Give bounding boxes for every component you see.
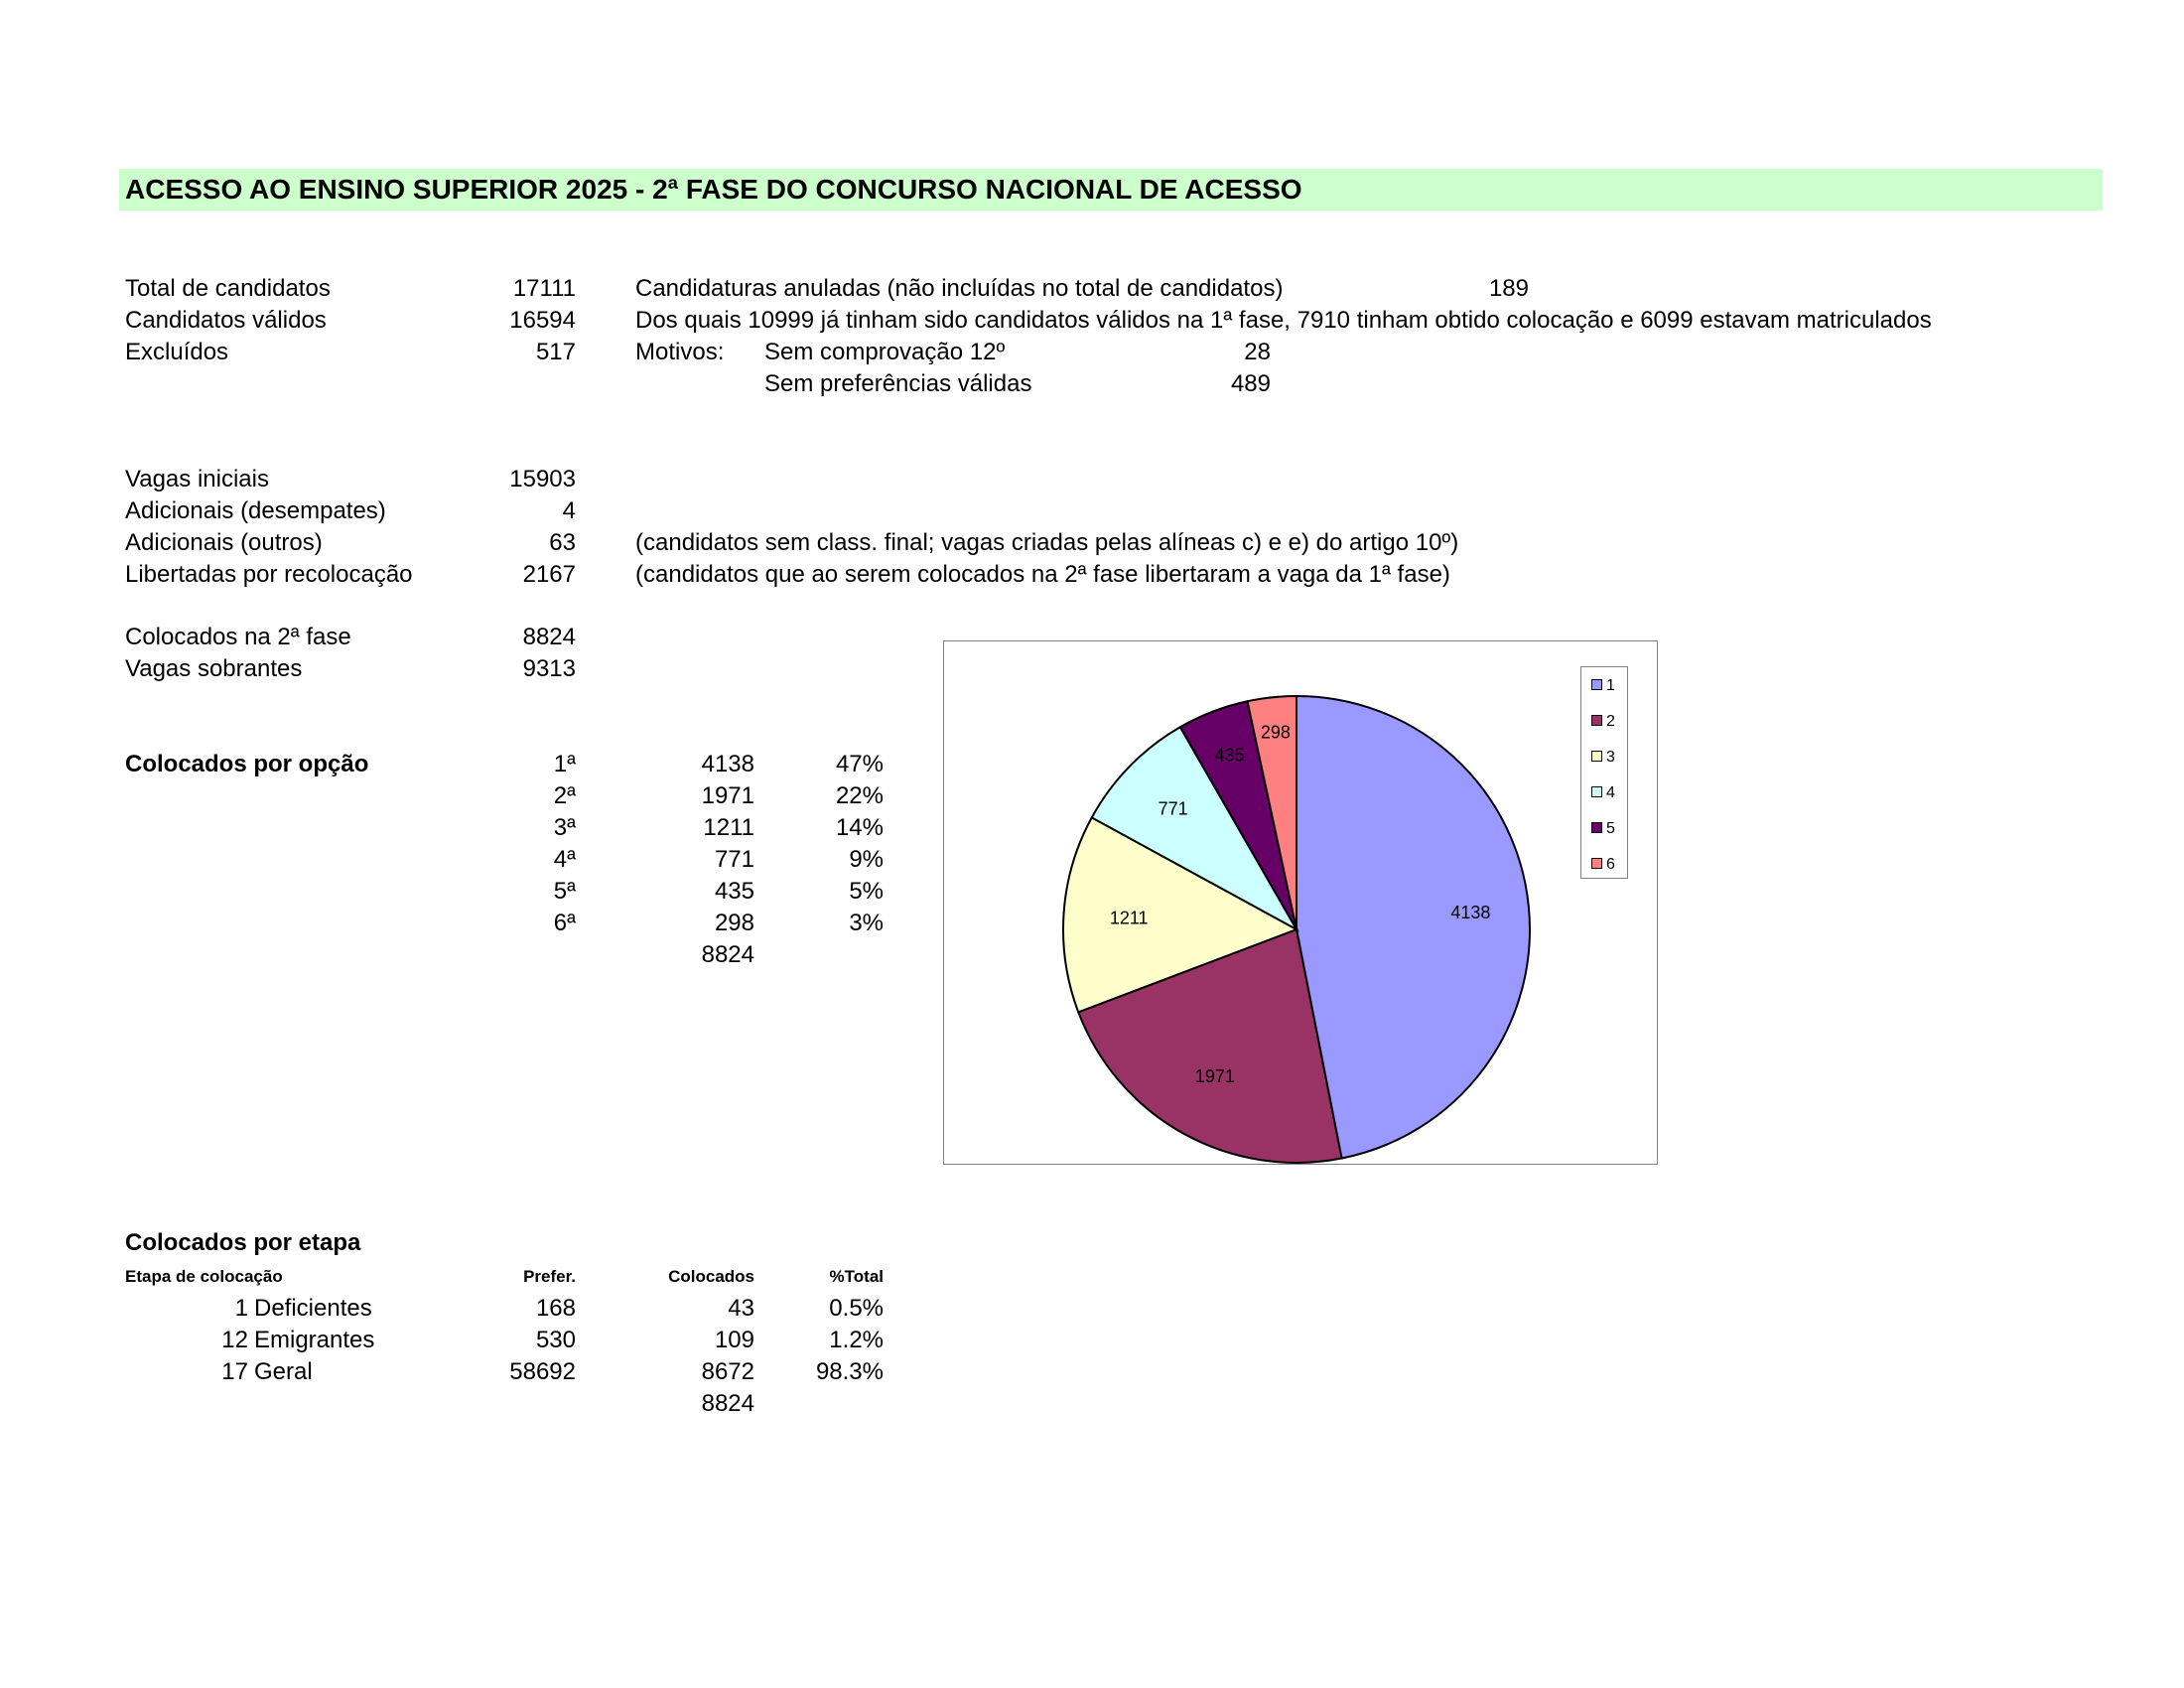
libertadas-note: (candidatos que ao serem colocados na 2ª fase libertaram a vaga da 1ª fase)	[635, 561, 1450, 588]
legend-swatch	[1591, 751, 1602, 762]
etapa-pct: 0.5%	[829, 1295, 884, 1322]
opcao-pct: 14%	[835, 814, 884, 841]
sobrantes-label: Vagas sobrantes	[125, 655, 303, 682]
outros-value: 63	[549, 529, 576, 556]
por-etapa-heading: Colocados por etapa	[125, 1229, 361, 1256]
opcao-colocados: 771	[714, 846, 754, 873]
legend-item	[1591, 677, 1615, 695]
motivo2-label: Sem preferências válidas	[764, 370, 1032, 397]
legend-item	[1591, 820, 1615, 838]
validos-label: Candidatos válidos	[125, 307, 327, 334]
etapa-name: Deficientes	[254, 1295, 372, 1322]
por-opcao-total: 8824	[701, 941, 754, 968]
por-opcao-heading: Colocados por opção	[125, 751, 369, 777]
vagas-iniciais-label: Vagas iniciais	[125, 466, 269, 492]
legend-swatch	[1591, 679, 1602, 690]
desempates-label: Adicionais (desempates)	[125, 497, 386, 524]
dos-quais-text: Dos quais 10999 já tinham sido candidatos válidos na 1ª fase, 7910 tinham obtido colocação e 6099 estavam matriculados	[635, 307, 1932, 334]
legend-label: 6	[1606, 856, 1615, 873]
pie-data-label: 1971	[1194, 1065, 1235, 1086]
legend-label: 2	[1606, 713, 1615, 730]
colocados-header: Colocados	[668, 1267, 754, 1286]
total-value: 17111	[512, 275, 576, 302]
pie-data-label: 435	[1214, 745, 1245, 766]
pie-slice-1	[1297, 696, 1530, 1159]
opcao-number: 2ª	[553, 782, 576, 809]
opcao-number: 1ª	[553, 751, 576, 777]
libertadas-label: Libertadas por recolocação	[125, 561, 413, 588]
opcao-pct: 22%	[835, 782, 884, 809]
motivos-label: Motivos:	[635, 339, 725, 365]
pie-data-label: 298	[1260, 722, 1291, 743]
etapa-number: 1	[234, 1295, 248, 1322]
legend-swatch	[1591, 822, 1602, 833]
opcao-pct: 5%	[849, 878, 884, 905]
etapa-number: 12	[221, 1327, 248, 1353]
pie-data-label: 771	[1158, 798, 1188, 819]
outros-note: (candidatos sem class. final; vagas criadas pelas alíneas c) e e) do artigo 10º)	[635, 529, 1459, 556]
opcao-pct: 3%	[849, 910, 884, 936]
anuladas-text: Candidaturas anuladas (não incluídas no total de candidatos)	[635, 275, 1284, 302]
prefer-header: Prefer.	[523, 1267, 576, 1286]
excluidos-label: Excluídos	[125, 339, 229, 365]
opcao-pct: 47%	[835, 751, 884, 777]
opcao-number: 3ª	[553, 814, 576, 841]
pie-chart-svg	[944, 641, 1657, 1164]
opcao-number: 5ª	[553, 878, 576, 905]
etapa-pct: 98.3%	[815, 1358, 884, 1385]
legend-swatch	[1591, 786, 1602, 797]
validos-value: 16594	[509, 307, 576, 334]
opcao-colocados: 298	[714, 910, 754, 936]
etapa-colocados: 8672	[701, 1358, 754, 1385]
legend-label: 4	[1606, 784, 1615, 801]
pie-chart	[943, 640, 1658, 1165]
etapa-name: Geral	[254, 1358, 313, 1385]
chart-legend	[1580, 666, 1628, 879]
etapa-colocados: 109	[714, 1327, 754, 1353]
legend-swatch	[1591, 858, 1602, 869]
legend-item	[1591, 749, 1615, 767]
page-title: ACESSO AO ENSINO SUPERIOR 2025 - 2ª FASE DO CONCURSO NACIONAL DE ACESSO	[125, 174, 1302, 205]
etapa-prefer: 530	[535, 1327, 576, 1353]
opcao-number: 4ª	[553, 846, 576, 873]
etapa-prefer: 58692	[509, 1358, 576, 1385]
opcao-colocados: 435	[714, 878, 754, 905]
legend-item	[1591, 784, 1615, 802]
legend-label: 3	[1606, 749, 1615, 766]
colocados-value: 8824	[522, 624, 576, 650]
etapa-prefer: 168	[535, 1295, 576, 1322]
legend-label: 1	[1606, 677, 1615, 694]
pie-data-label: 4138	[1450, 902, 1491, 922]
libertadas-value: 2167	[522, 561, 576, 588]
motivo1-value: 28	[1244, 339, 1271, 365]
motivo2-value: 489	[1230, 370, 1271, 397]
pct-header: %Total	[829, 1267, 884, 1286]
opcao-number: 6ª	[553, 910, 576, 936]
etapa-colocados: 43	[728, 1295, 754, 1322]
excluidos-value: 517	[535, 339, 576, 365]
etapa-number: 17	[221, 1358, 248, 1385]
legend-item	[1591, 856, 1615, 874]
outros-label: Adicionais (outros)	[125, 529, 323, 556]
etapa-pct: 1.2%	[829, 1327, 884, 1353]
legend-swatch	[1591, 715, 1602, 726]
por-etapa-total: 8824	[701, 1390, 754, 1417]
opcao-colocados: 1971	[701, 782, 754, 809]
colocados-label: Colocados na 2ª fase	[125, 624, 351, 650]
motivo1-label: Sem comprovação 12º	[764, 339, 1006, 365]
legend-item	[1591, 713, 1615, 731]
vagas-iniciais-value: 15903	[509, 466, 576, 492]
desempates-value: 4	[562, 497, 576, 524]
etapa-header: Etapa de colocação	[125, 1267, 283, 1286]
opcao-pct: 9%	[849, 846, 884, 873]
anuladas-value: 189	[1488, 275, 1529, 302]
opcao-colocados: 4138	[701, 751, 754, 777]
legend-label: 5	[1606, 820, 1615, 837]
pie-data-label: 1211	[1109, 908, 1149, 928]
total-label: Total de candidatos	[125, 275, 331, 302]
sobrantes-value: 9313	[522, 655, 576, 682]
opcao-colocados: 1211	[703, 814, 754, 841]
etapa-name: Emigrantes	[254, 1327, 375, 1353]
